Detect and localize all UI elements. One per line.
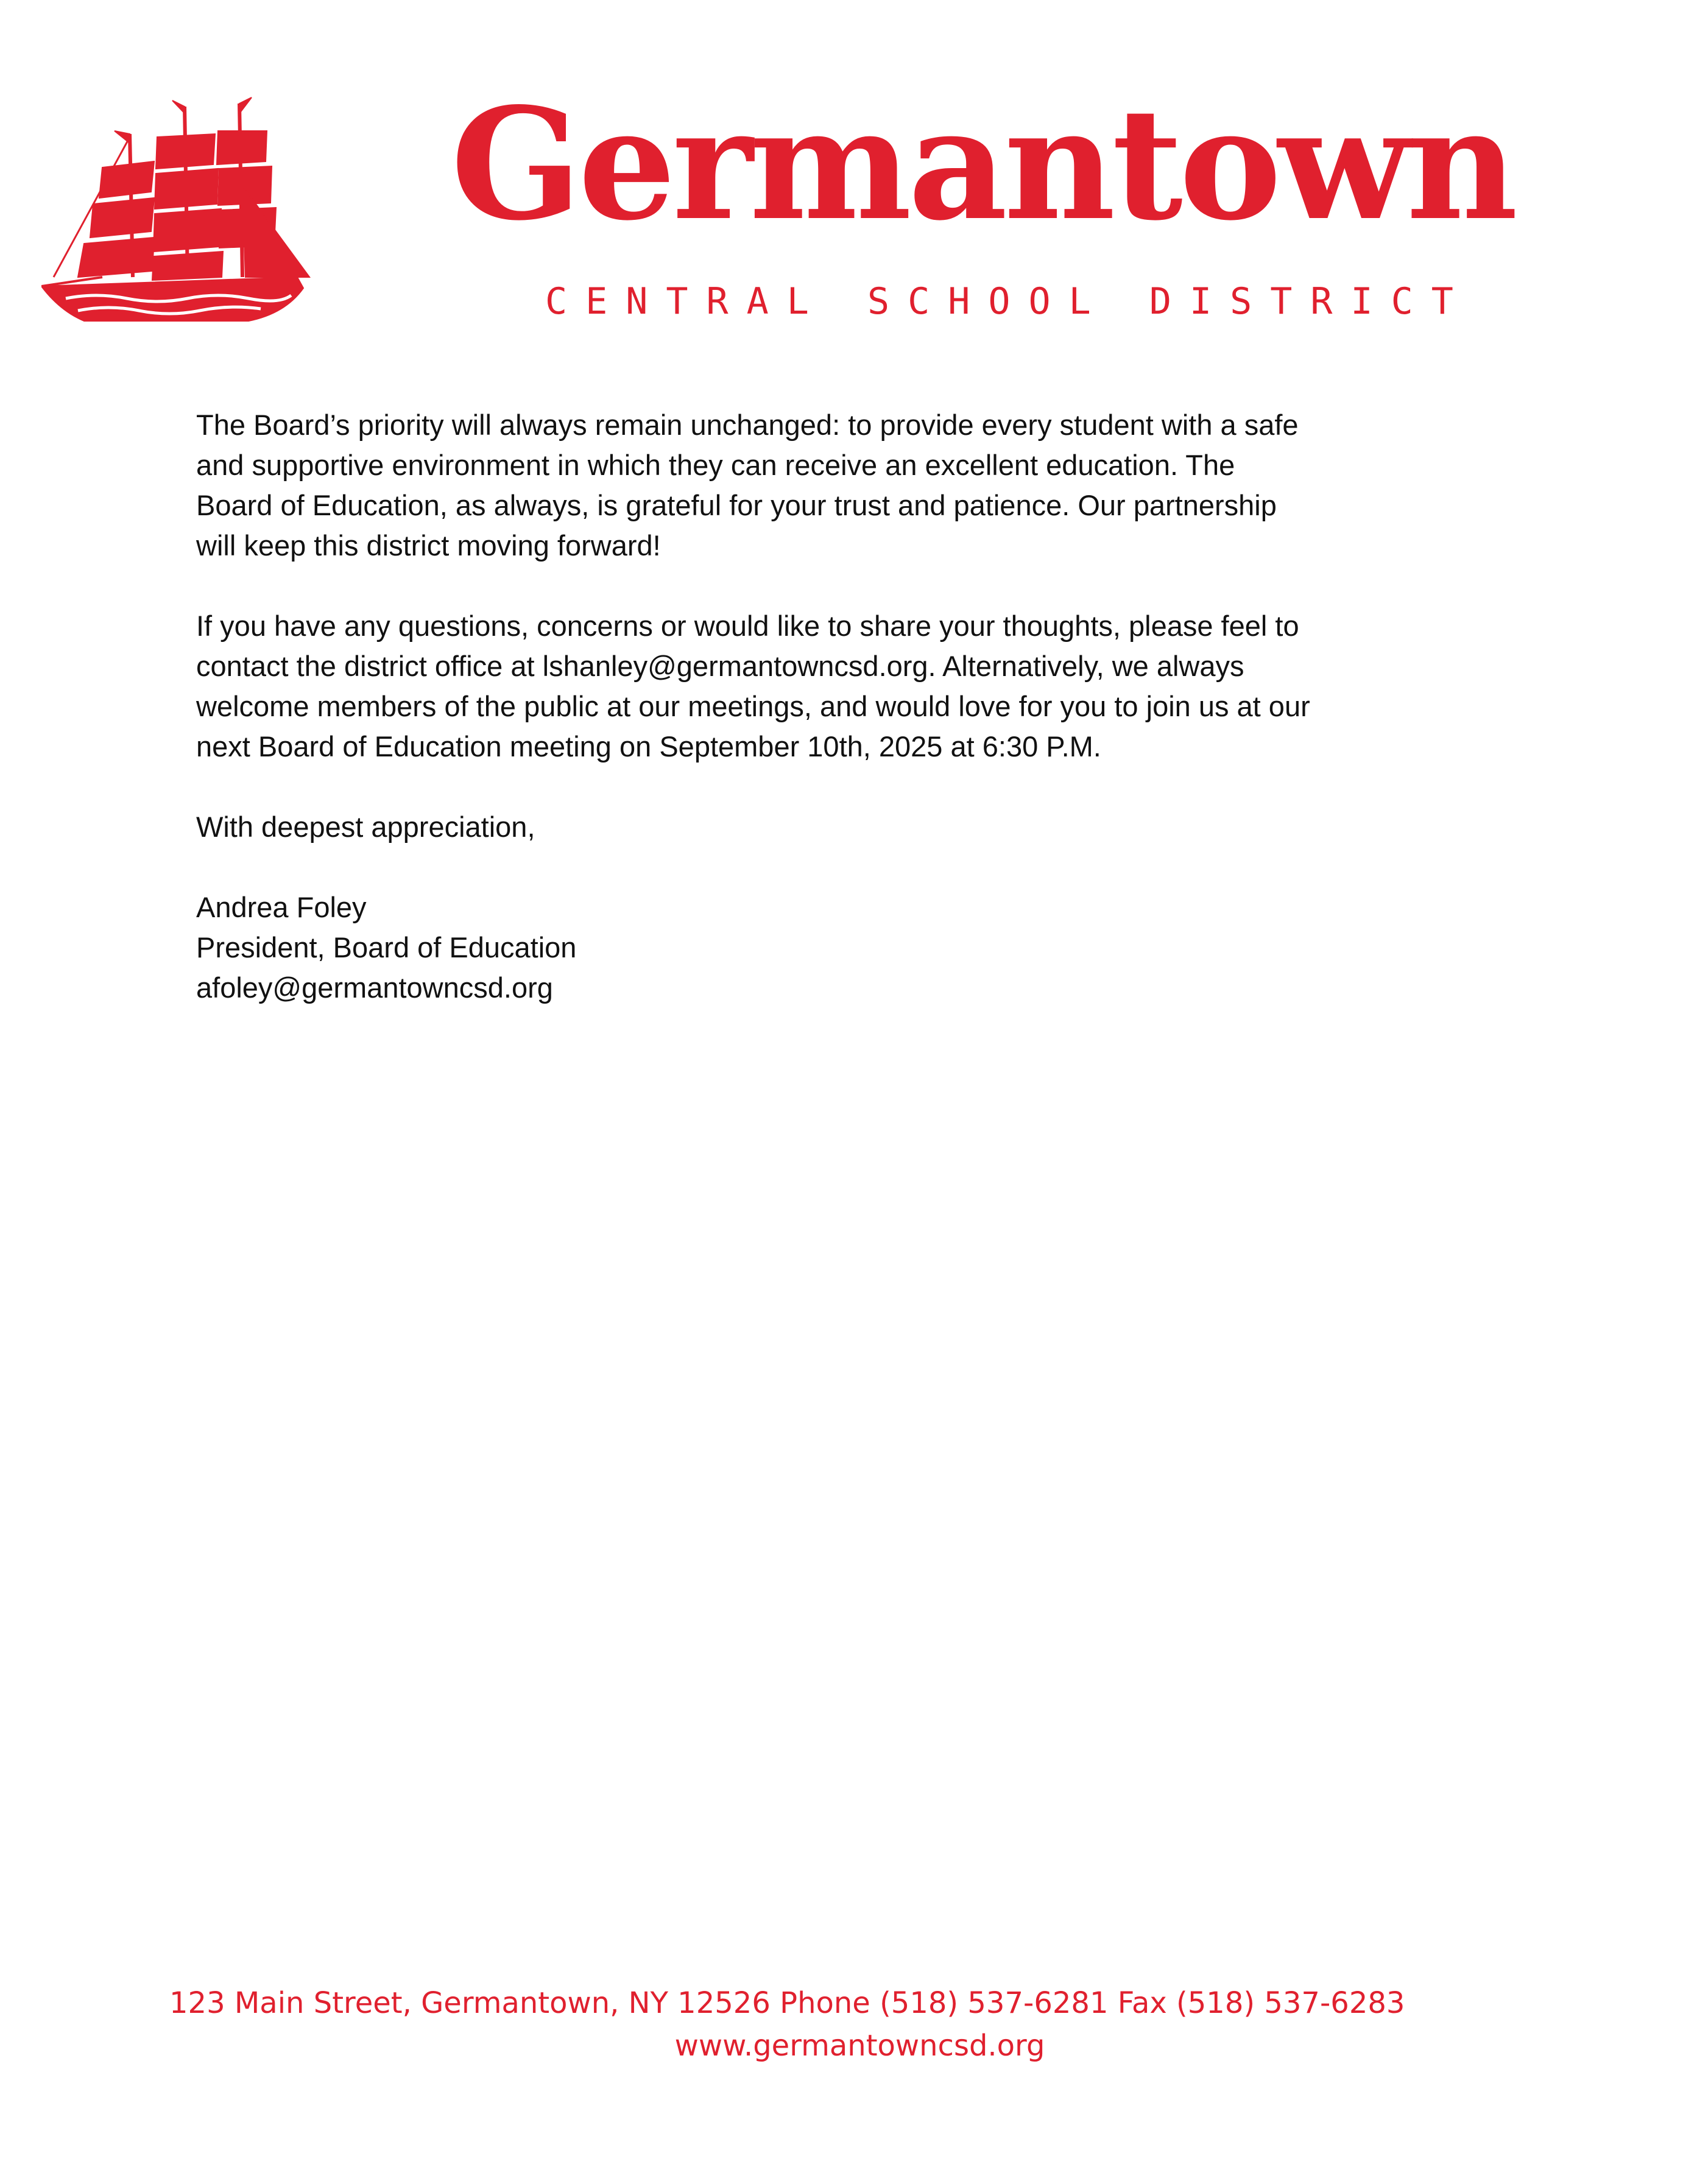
paragraph-2 (196, 606, 1414, 767)
text-line: welcome members of the public at our meetings, and would love for you to join us at our (196, 690, 1310, 722)
closing: With deepest appreciation, (196, 811, 535, 843)
text-line: contact the district office at lshanley@germantowncsd.org. Alternatively, we always (196, 650, 1244, 682)
paragraph-1 (196, 405, 1414, 566)
footer-address: 123 Main Street, Germantown, NY 12526 Phone (518) 537-6281 Fax (518) 537-6283 (169, 1986, 1405, 2020)
signature-title: President, Board of Education (196, 931, 577, 963)
signature-name: Andrea Foley (196, 891, 367, 923)
brand-subtitle: CENTRAL SCHOOL DISTRICT (545, 280, 1472, 323)
footer-website-row (0, 2025, 1683, 2066)
text-line: will keep this district moving forward! (196, 529, 661, 562)
text-line: next Board of Education meeting on September 10th, 2025 at 6:30 P.M. (196, 730, 1101, 763)
footer-website[interactable]: www.germantowncsd.org (674, 2029, 1045, 2063)
text-line: If you have any questions, concerns or would like to share your thoughts, please feel to (196, 610, 1299, 642)
text-line: The Board’s priority will always remain unchanged: to provide every student with a safe (196, 409, 1299, 441)
brand-name: Germantown (451, 74, 1515, 255)
signature-email: afoley@germantowncsd.org (196, 971, 553, 1004)
text-line: Board of Education, as always, is grateful for your trust and patience. Our partnership (196, 489, 1277, 521)
letter-body (196, 405, 1414, 1008)
sailing-ship-icon (41, 94, 312, 323)
text-line: and supportive environment in which they can receive an excellent education. The (196, 449, 1235, 481)
